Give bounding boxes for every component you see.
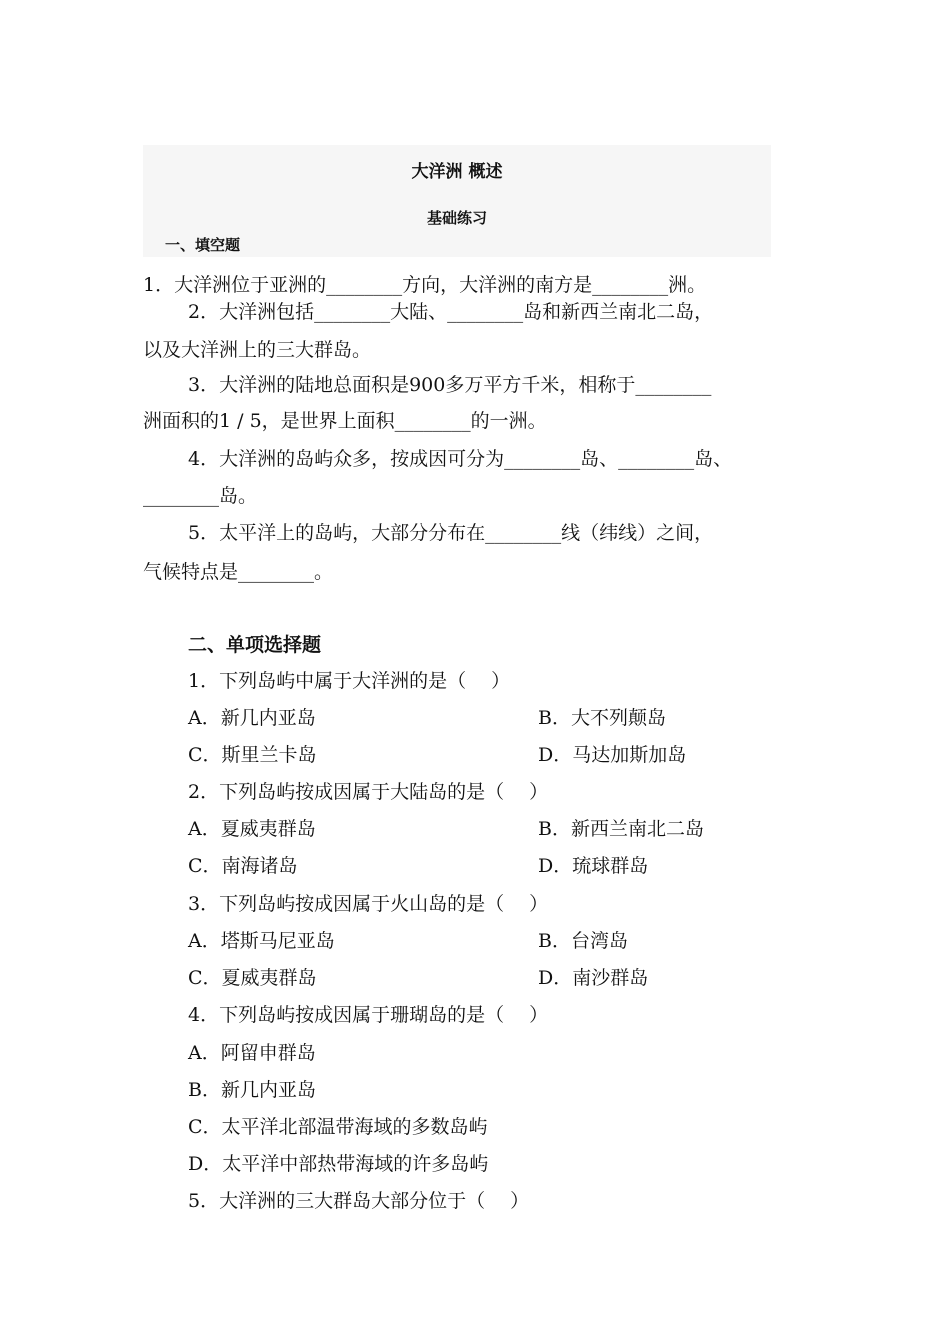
mc-q4-option-d: D．太平洋中部热带海域的许多岛屿 [188,1153,489,1175]
section-heading-multiple-choice: 二、单项选择题 [188,634,322,656]
mc-question-5: 5．大洋洲的三大群岛大部分位于（ ） [188,1190,530,1212]
fill-blank-q3-cont: 洲面积的1 / 5，是世界上面积________的一洲。 [143,410,547,432]
fill-blank-q4: 4．大洋洲的岛屿众多，按成因可分为________岛、________岛、 [188,448,733,470]
fill-blank-q2-cont: 以及大洋洲上的三大群岛。 [143,339,372,361]
document-title: 大洋洲 概述 [411,162,503,182]
mc-q3-option-a: A．塔斯马尼亚岛 [188,930,335,952]
fill-blank-q4-cont: ________岛。 [143,485,258,507]
mc-q1-option-b: B．大不列颠岛 [538,707,666,729]
fill-blank-q2: 2．大洋洲包括________大陆、________岛和新西兰南北二岛， [188,301,714,323]
fill-blank-q5-cont: 气候特点是________。 [143,561,334,583]
mc-q2-option-d: D．琉球群岛 [538,855,649,877]
mc-q4-option-b: B．新几内亚岛 [188,1079,316,1101]
section-heading-fill-blank: 一、填空题 [165,236,241,254]
mc-q2-option-b: B．新西兰南北二岛 [538,818,704,840]
mc-q3-option-b: B．台湾岛 [538,930,628,952]
mc-q2-option-a: A．夏威夷群岛 [188,818,316,840]
fill-blank-q1: 1．大洋洲位于亚洲的________方向，大洋洲的南方是________洲。 [143,274,707,296]
mc-q2-option-c: C．南海诸岛 [188,855,298,877]
document-subtitle: 基础练习 [426,209,487,227]
mc-q4-option-c: C．太平洋北部温带海域的多数岛屿 [188,1116,488,1138]
mc-q4-option-a: A．阿留申群岛 [188,1042,316,1064]
mc-q1-option-d: D．马达加斯加岛 [538,744,687,766]
mc-question-1: 1．下列岛屿中属于大洋洲的是（ ） [188,670,511,692]
mc-q1-option-c: C．斯里兰卡岛 [188,744,317,766]
fill-blank-q5: 5．太平洋上的岛屿，大部分分布在________线（纬线）之间， [188,522,714,544]
mc-q1-option-a: A．新几内亚岛 [188,707,316,729]
mc-question-2: 2．下列岛屿按成因属于大陆岛的是（ ） [188,781,549,803]
mc-q3-option-c: C．夏威夷群岛 [188,967,317,989]
mc-question-3: 3．下列岛屿按成因属于火山岛的是（ ） [188,893,549,915]
mc-q3-option-d: D．南沙群岛 [538,967,649,989]
fill-blank-q3: 3．大洋洲的陆地总面积是900多万平方千米，相称于________ [188,374,712,396]
mc-question-4: 4．下列岛屿按成因属于珊瑚岛的是（ ） [188,1004,549,1026]
header-box [143,145,771,257]
